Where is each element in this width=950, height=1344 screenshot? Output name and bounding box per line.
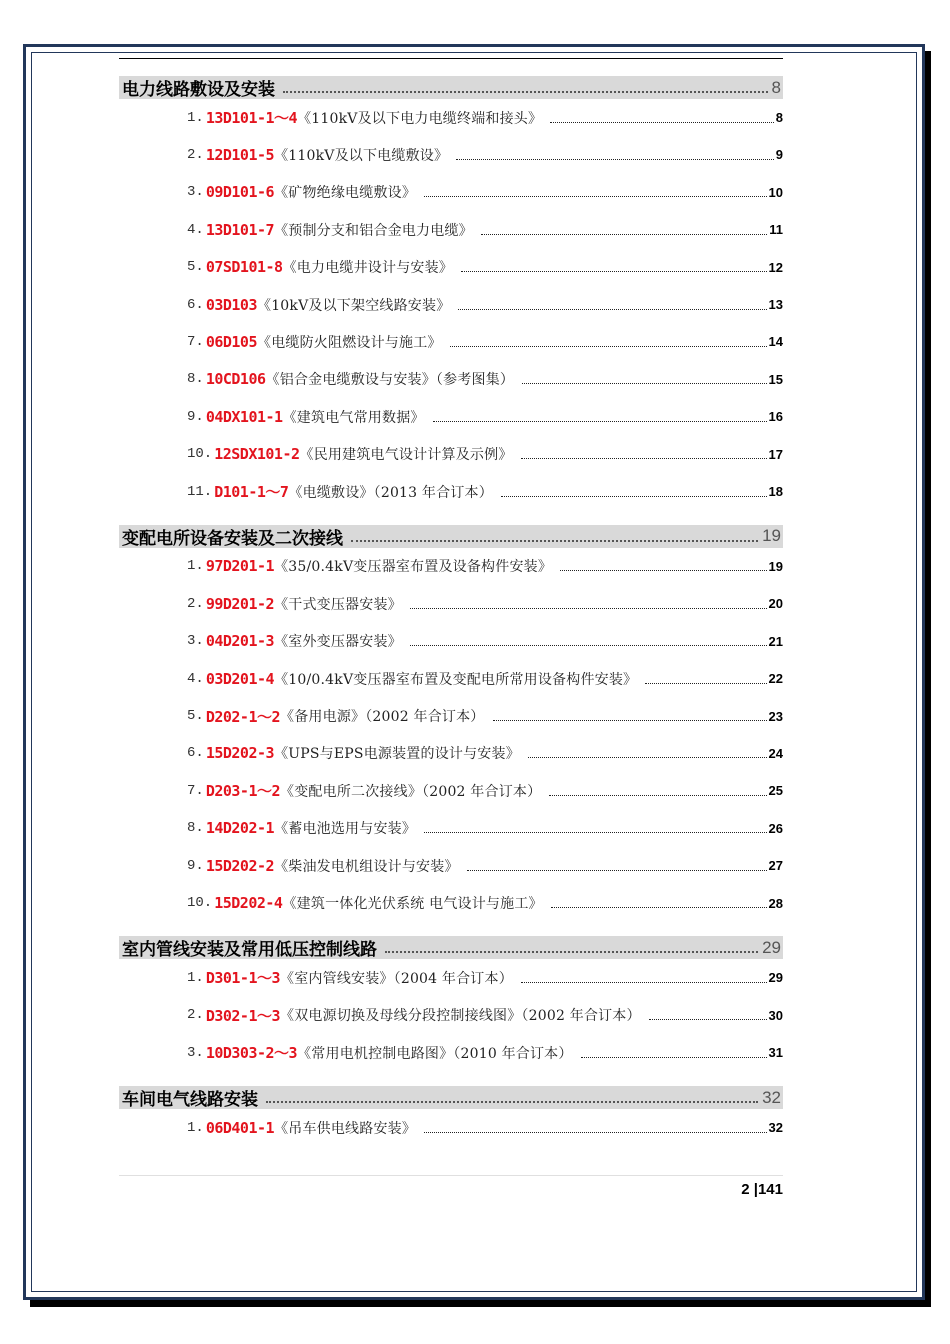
entry-page: 16 [768, 409, 783, 425]
section-page: 19 [762, 526, 781, 546]
toc-entry[interactable] [187, 107, 783, 129]
entry-page: 19 [768, 558, 783, 574]
entry-code: 03D103 [205, 295, 257, 314]
dot-leader [456, 158, 774, 160]
entry-title: 《蓄电池选用与安装》 [274, 821, 417, 838]
entry-code: 10CD106 [205, 370, 266, 389]
entry-title: 《吊车供电线路安装》 [274, 1120, 417, 1137]
entry-title: 《室外变压器安装》 [274, 634, 402, 651]
toc-entry[interactable] [187, 144, 783, 166]
dot-leader [283, 90, 768, 93]
entry-code: 10D303-2～3 [205, 1044, 298, 1063]
entry-page: 18 [768, 484, 783, 499]
entry-code: 04D201-3 [205, 632, 275, 651]
dot-leader [424, 1131, 766, 1133]
entry-number: 10. [187, 446, 213, 463]
entry-number: 10. [187, 895, 213, 911]
entry-title: 《35/0.4kV变压器室布置及设备构件安装》 [274, 559, 553, 576]
entry-code: 13D101-1～4 [205, 109, 298, 127]
entry-page: 28 [768, 895, 783, 911]
section-page: 29 [762, 937, 781, 957]
dot-leader [521, 457, 767, 459]
entry-title: 《10kV及以下架空线路安装》 [257, 297, 451, 314]
section-title: 变配电所设备安装及二次接线 [122, 528, 343, 549]
entry-page: 22 [768, 671, 783, 687]
entry-number: 7. [187, 782, 204, 799]
entry-page: 32 [768, 1120, 783, 1136]
entry-number: 9. [187, 408, 204, 425]
entry-number: 5. [187, 708, 204, 724]
dot-leader [528, 756, 767, 758]
entry-number: 1. [187, 109, 204, 126]
dot-leader [522, 382, 766, 384]
toc-entry[interactable] [187, 892, 783, 914]
section-title: 电力线路敷设及安装 [122, 80, 275, 100]
entry-page: 24 [768, 745, 783, 761]
entry-page: 29 [768, 970, 783, 986]
entry-title: 《柴油发电机组设计与安装》 [274, 858, 459, 875]
footer-rule [119, 1175, 783, 1176]
entry-page: 23 [768, 708, 783, 724]
dot-leader [467, 869, 767, 871]
toc-entry[interactable] [187, 368, 783, 390]
entry-page: 30 [768, 1007, 783, 1023]
entry-title: 《铝合金电缆敷设与安装》（参考图集） [265, 372, 515, 389]
entry-title: 《双电源切换及母线分段控制接线图》（2002 年合订本） [280, 1008, 641, 1025]
entry-number: 3. [187, 1044, 204, 1061]
entry-page: 25 [768, 783, 783, 799]
entry-number: 1. [187, 969, 204, 986]
dot-leader [424, 195, 766, 197]
toc-entry[interactable] [187, 294, 783, 316]
entry-page: 13 [768, 297, 783, 312]
toc-entry[interactable] [187, 219, 783, 241]
toc-entry[interactable] [187, 967, 783, 989]
section-title: 室内管线安装及常用低压控制线路 [122, 940, 377, 961]
entry-page: 20 [768, 596, 783, 612]
entry-title: 《常用电机控制电路图》（2010 年合订本） [297, 1045, 573, 1062]
current-page: 2 [741, 1181, 750, 1198]
toc-entry[interactable] [187, 742, 783, 764]
entry-code: 15D202-4 [214, 894, 283, 912]
entry-number: 5. [187, 259, 204, 276]
entry-code: 03D201-4 [205, 669, 275, 688]
entry-code: 07SD101-8 [205, 258, 283, 277]
entry-title: 《电缆防火阻燃设计与施工》 [257, 334, 442, 351]
entry-title: 《备用电源》（2002 年合订本） [280, 709, 485, 725]
entry-code: D302-1～3 [205, 1006, 281, 1025]
toc-entry[interactable] [187, 855, 783, 877]
dot-leader [266, 1100, 758, 1103]
entry-number: 1. [187, 1119, 204, 1136]
toc-section[interactable] [119, 1086, 783, 1109]
entry-number: 7. [187, 333, 204, 350]
entry-number: 8. [187, 820, 204, 837]
dot-leader [458, 308, 766, 310]
toc-entry[interactable] [187, 668, 783, 690]
entry-title: 《10/0.4kV变压器室布置及变配电所常用设备构件安装》 [274, 671, 638, 688]
dot-leader [481, 233, 767, 235]
page-separator: | [753, 1181, 758, 1198]
dot-leader [551, 906, 767, 908]
dot-leader [461, 270, 767, 272]
entry-number: 6. [187, 745, 204, 762]
dot-leader [581, 1056, 767, 1058]
toc-entry[interactable] [187, 331, 783, 353]
dot-leader [501, 495, 767, 497]
entry-title: 《民用建筑电气设计计算及示例》 [299, 447, 513, 464]
toc-entry[interactable] [187, 256, 783, 278]
entry-number: 3. [187, 184, 204, 201]
toc-entry[interactable] [187, 705, 783, 727]
dot-leader [385, 950, 758, 953]
entry-title: 《建筑电气常用数据》 [282, 409, 425, 426]
section-title: 车间电气线路安装 [122, 1090, 258, 1111]
dot-leader [649, 1018, 767, 1020]
entry-code: 97D201-1 [205, 557, 275, 576]
toc-section[interactable] [119, 76, 783, 99]
toc-entry[interactable] [187, 481, 783, 503]
entry-title: 《110kV及以下电缆敷设》 [274, 147, 449, 164]
total-pages: 141 [757, 1181, 783, 1198]
toc-section[interactable] [119, 936, 783, 959]
dot-leader [560, 569, 766, 571]
entry-code: 12D101-5 [205, 145, 275, 164]
entry-code: D101-1～7 [214, 483, 289, 501]
entry-code: D301-1～3 [205, 969, 281, 988]
entry-title: 《矿物绝缘电缆敷设》 [274, 185, 417, 202]
toc-entry[interactable] [187, 443, 783, 465]
toc-entry[interactable] [187, 181, 783, 203]
toc-entry[interactable] [187, 780, 783, 802]
section-page: 32 [762, 1087, 781, 1107]
entry-page: 9 [775, 147, 783, 163]
entry-number: 6. [187, 296, 204, 313]
entry-number: 8. [187, 371, 204, 388]
entry-page: 27 [768, 858, 783, 874]
header-rule [119, 58, 783, 59]
entry-code: 09D101-6 [205, 183, 275, 202]
entry-number: 3. [187, 633, 204, 650]
dot-leader [549, 794, 766, 796]
dot-leader [351, 539, 758, 542]
entry-code: 15D202-2 [205, 856, 275, 875]
toc-entry[interactable] [187, 555, 783, 577]
dot-leader [550, 121, 774, 123]
section-page: 8 [771, 77, 781, 97]
toc-entry[interactable] [187, 406, 783, 428]
entry-code: 14D202-1 [205, 819, 275, 838]
entry-page: 17 [768, 446, 783, 462]
entry-page: 15 [768, 371, 783, 387]
entry-page: 14 [768, 334, 783, 350]
entry-page: 10 [768, 184, 783, 200]
dot-leader [424, 831, 766, 833]
entry-title: 《UPS与EPS电源装置的设计与安装》 [274, 746, 520, 763]
entry-number: 2. [187, 146, 204, 163]
entry-number: 9. [187, 857, 204, 874]
entry-code: 06D105 [205, 332, 257, 351]
dot-leader [410, 607, 767, 609]
entry-number: 4. [187, 670, 204, 687]
toc-section[interactable] [119, 525, 783, 548]
entry-page: 31 [768, 1045, 783, 1061]
entry-page: 11 [769, 222, 783, 238]
entry-title: 《变配电所二次接线》（2002 年合订本） [280, 783, 542, 800]
toc-entry[interactable] [187, 593, 783, 615]
entry-code: 12SDX101-2 [214, 445, 300, 464]
entry-code: 15D202-3 [205, 744, 275, 763]
entry-code: 04DX101-1 [205, 407, 283, 426]
entry-number: 2. [187, 595, 204, 612]
entry-code: 06D401-1 [205, 1118, 275, 1137]
entry-code: 99D201-2 [205, 594, 275, 613]
entry-number: 2. [187, 1007, 204, 1024]
entry-title: 《110kV及以下电力电缆终端和接头》 [297, 110, 543, 127]
dot-leader [450, 345, 767, 347]
dot-leader [410, 644, 767, 646]
toc-entry[interactable] [187, 817, 783, 839]
entry-page: 26 [768, 820, 783, 836]
toc-entry[interactable] [187, 1117, 783, 1139]
dot-leader [493, 719, 767, 721]
entry-code: D202-1～2 [205, 707, 281, 726]
toc-entry[interactable] [187, 1004, 783, 1026]
toc-entry[interactable] [187, 630, 783, 652]
dot-leader [433, 420, 767, 422]
entry-number: 4. [187, 221, 204, 238]
entry-title: 《室内管线安装》（2004 年合订本） [280, 970, 513, 987]
entry-title: 《预制分支和铝合金电力电缆》 [274, 222, 473, 239]
entry-code: 13D101-7 [205, 220, 275, 239]
entry-title: 《建筑一体化光伏系统 电气设计与施工》 [282, 896, 543, 912]
entry-code: D203-1～2 [205, 782, 281, 801]
dot-leader [645, 682, 766, 684]
entry-page: 8 [775, 110, 783, 125]
dot-leader [521, 981, 767, 983]
entry-number: 1. [187, 558, 204, 575]
entry-title: 《电缆敷设》（2013 年合订本） [288, 484, 493, 501]
page-number [741, 1181, 783, 1198]
entry-page: 12 [768, 259, 783, 275]
toc-entry[interactable] [187, 1042, 783, 1064]
entry-number: 11. [187, 483, 213, 500]
entry-title: 《电力电缆井设计与安装》 [282, 260, 453, 277]
entry-title: 《干式变压器安装》 [274, 596, 402, 613]
entry-page: 21 [768, 633, 783, 649]
